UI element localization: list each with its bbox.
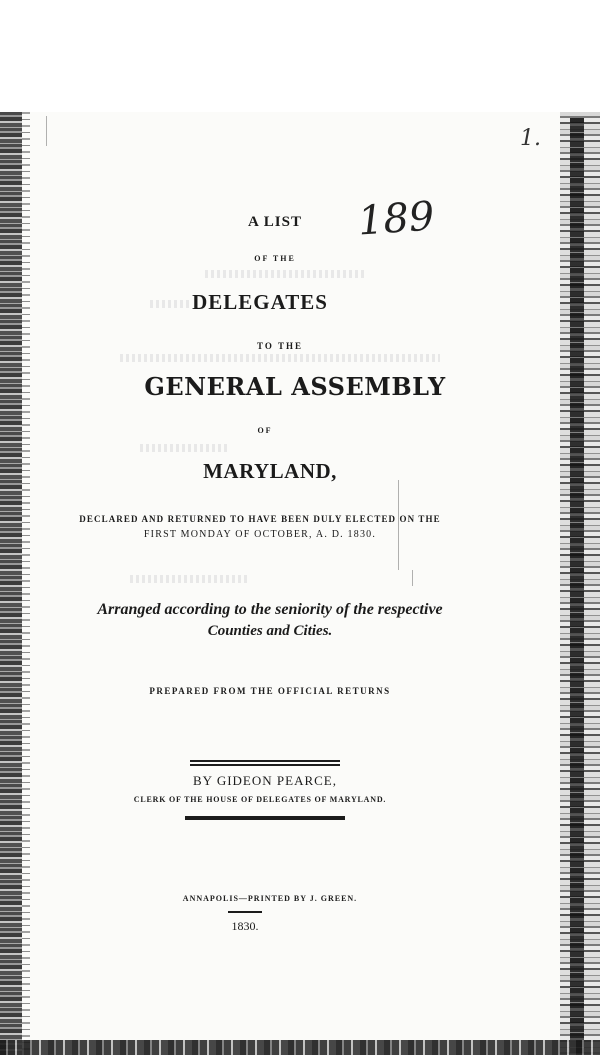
arrangement-line-1: Arranged according to the seniority of the respective — [97, 601, 443, 618]
bottom-page-edge — [0, 1040, 600, 1055]
bleed-through-mark — [130, 575, 250, 583]
imprint-rule — [228, 911, 262, 913]
left-binding-edge — [0, 112, 22, 1055]
ornamental-rule-bottom — [185, 816, 345, 820]
handwritten-corner-mark: 1. — [520, 126, 541, 151]
ornamental-rule-top-2 — [190, 764, 340, 766]
imprint-place-printer: ANNAPOLIS—PRINTED BY J. GREEN. — [182, 894, 358, 903]
arrangement-line-2: Counties and Cities. — [207, 623, 333, 639]
title-of: OF — [257, 426, 273, 435]
bleed-through-mark — [120, 354, 440, 362]
scan-mark — [46, 116, 47, 146]
imprint-year: 1830. — [231, 919, 259, 933]
clerk-title-line: CLERK OF THE HOUSE OF DELEGATES OF MARYLAND. — [133, 795, 387, 804]
title-delegates: DELEGATES — [192, 290, 328, 314]
author-line: BY GIDEON PEARCE, — [193, 773, 337, 788]
handwritten-page-number: 189 — [356, 193, 436, 245]
declaration-line-2: FIRST MONDAY OF OCTOBER, A. D. 1830. — [143, 529, 377, 540]
title-general-assembly: GENERAL ASSEMBLY — [144, 372, 446, 401]
prepared-from-official-returns: PREPARED FROM THE OFFICIAL RETURNS — [149, 686, 391, 696]
declaration-line-1: DECLARED AND RETURNED TO HAVE BEEN DULY ELECTED ON THE — [79, 514, 441, 524]
bleed-through-mark — [205, 270, 365, 278]
title-to-the: TO THE — [257, 341, 303, 351]
title-of-the: OF THE — [254, 254, 296, 263]
scan-mark — [412, 570, 413, 586]
bleed-through-mark — [140, 444, 230, 452]
title-maryland: MARYLAND, — [203, 459, 337, 483]
right-binding-edge — [570, 118, 584, 1053]
scan-mark — [398, 480, 399, 570]
ornamental-rule-top-1 — [190, 760, 340, 762]
title-a-list: A LIST — [248, 214, 302, 230]
left-binding-shadow — [22, 112, 30, 1055]
